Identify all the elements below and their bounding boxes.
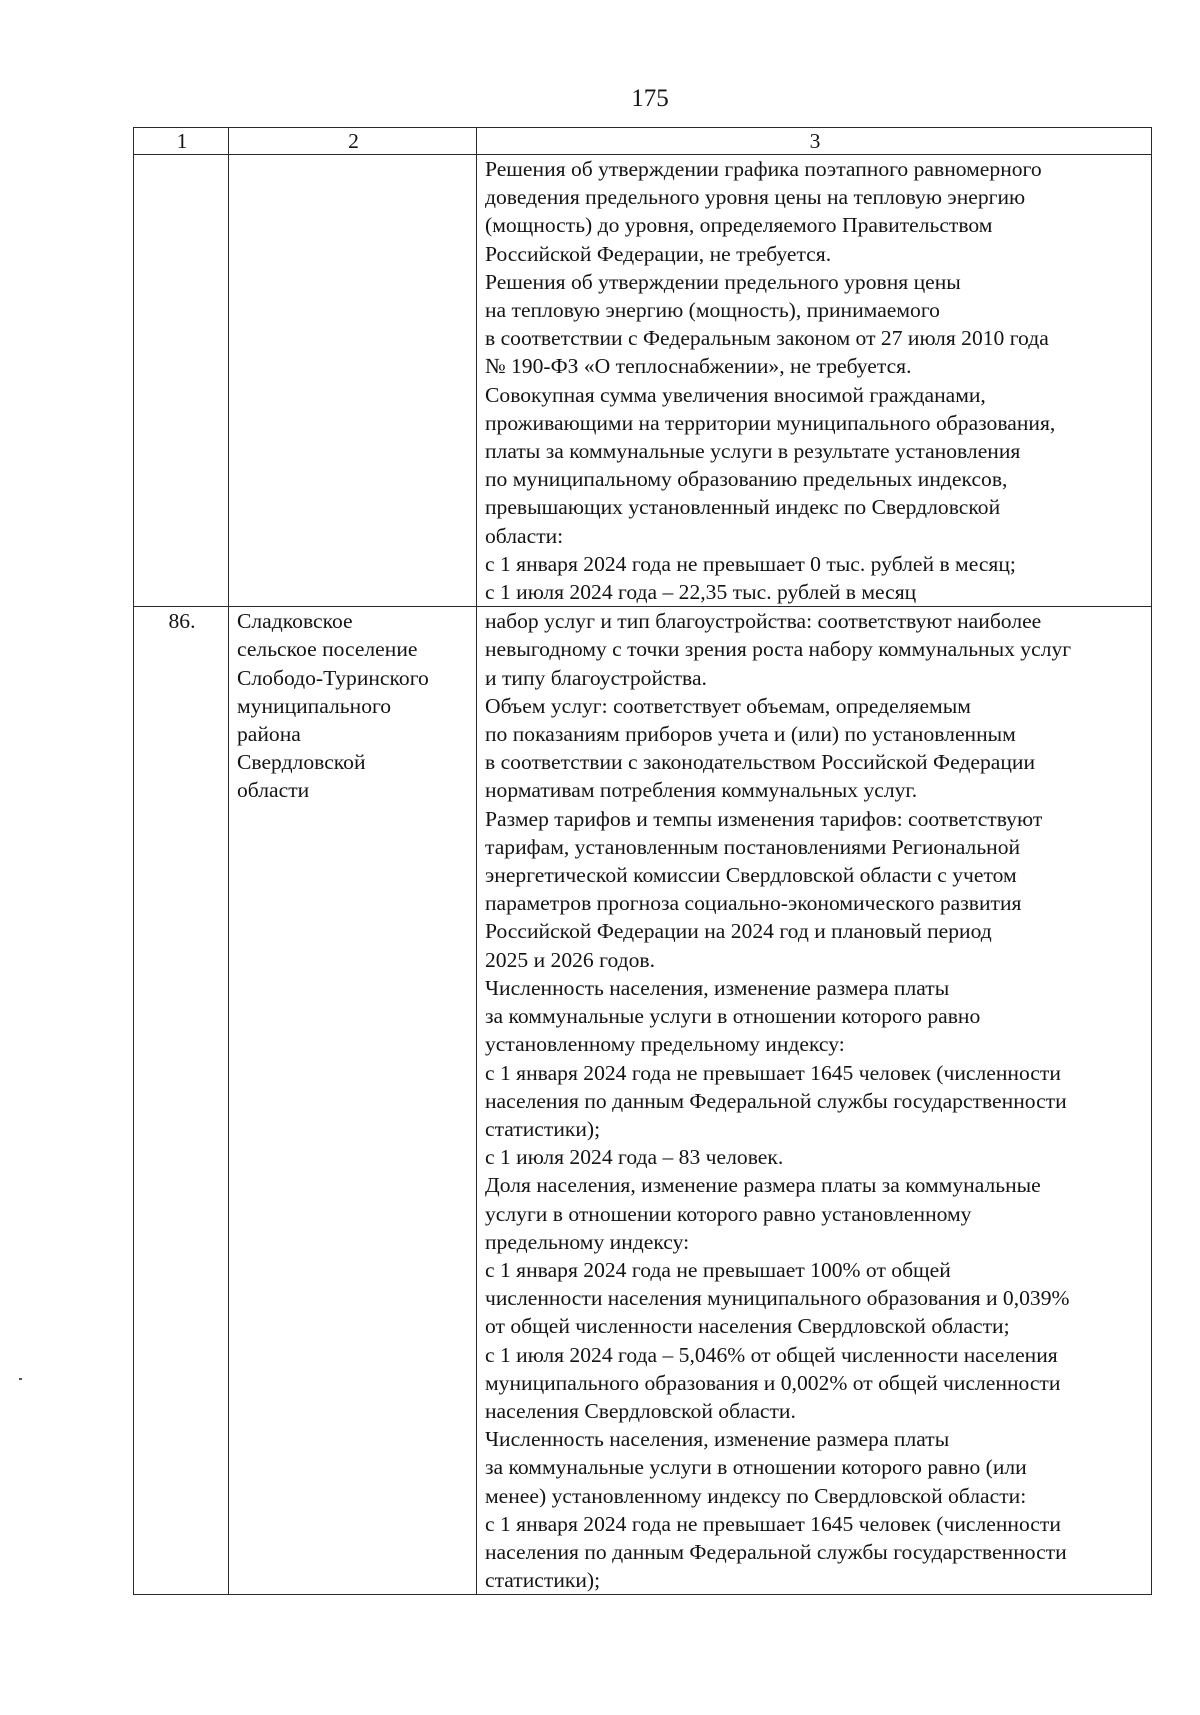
- text-line: Доля населения, изменение размера платы за коммунальные: [485, 1173, 1041, 1198]
- entity-cell: [229, 607, 477, 1595]
- text-line: Российской Федерации, не требуется.: [485, 241, 832, 266]
- document-table: [133, 127, 1152, 1595]
- text-line: проживающими на территории муниципального образования,: [485, 410, 1056, 435]
- text-line: Решения об утверждении предельного уровня цены: [485, 269, 961, 294]
- text-line: Размер тарифов и темпы изменения тарифов: соответствуют: [485, 806, 1043, 831]
- text-line: энергетической комиссии Свердловской области с учетом: [485, 863, 1017, 888]
- column-header-2: 2: [229, 128, 477, 155]
- text-line: по муниципальному образованию предельных индексов,: [485, 467, 1008, 492]
- text-line: с 1 января 2024 года не превышает 0 тыс. рублей в месяц;: [485, 551, 1016, 576]
- table-row-continuation: [134, 155, 1152, 607]
- text-line: населения по данным Федеральной службы государственности: [485, 1539, 1067, 1564]
- description-cell: [477, 607, 1152, 1595]
- text-line: по показаниям приборов учета и (или) по установленным: [485, 722, 1016, 747]
- text-line: численности населения муниципального образования и 0,039%: [485, 1286, 1070, 1311]
- text-line: Совокупная сумма увеличения вносимой гражданами,: [485, 382, 986, 407]
- text-line: с 1 июля 2024 года – 22,35 тыс. рублей в месяц: [485, 580, 917, 605]
- text-line: Российской Федерации на 2024 год и плановый период: [485, 919, 992, 944]
- text-line: области: [237, 778, 310, 803]
- text-line: Слободо-Туринского: [237, 665, 429, 690]
- text-line: № 190-ФЗ «О теплоснабжении», не требуется.: [485, 354, 912, 379]
- text-line: превышающих установленный индекс по Свердловской: [485, 495, 1001, 520]
- column-header-1: 1: [134, 128, 229, 155]
- text-line: услуги в отношении которого равно установленному: [485, 1201, 972, 1226]
- text-line: тарифам, установленным постановлениями Региональной: [485, 834, 1021, 859]
- text-line: с 1 января 2024 года не превышает 100% от общей: [485, 1257, 951, 1282]
- text-line: с 1 января 2024 года не превышает 1645 человек (численности: [485, 1511, 1061, 1536]
- description-cell: [477, 155, 1152, 607]
- text-line: муниципального: [237, 693, 392, 718]
- text-line: с 1 июля 2024 года – 83 человек.: [485, 1145, 784, 1170]
- column-header-3: 3: [477, 128, 1152, 155]
- text-line: и типу благоустройства.: [485, 665, 707, 690]
- text-line: Сладковское: [237, 609, 353, 634]
- text-line: доведения предельного уровня цены на тепловую энергию: [485, 185, 1026, 210]
- text-line: от общей численности населения Свердловской области;: [485, 1314, 1010, 1339]
- text-line: муниципального образования и 0,002% от общей численности: [485, 1370, 1061, 1395]
- text-line: установленному предельному индексу:: [485, 1032, 845, 1057]
- scan-speck: [19, 1378, 22, 1380]
- text-line: с 1 января 2024 года не превышает 1645 человек (численности: [485, 1060, 1061, 1085]
- entity-cell: [229, 155, 477, 607]
- text-line: (мощность) до уровня, определяемого Правительством: [485, 213, 993, 238]
- row-number-cell: 86.: [134, 607, 229, 1595]
- text-line: Численность населения, изменение размера платы: [485, 1427, 950, 1452]
- text-line: параметров прогноза социально-экономического развития: [485, 891, 1022, 916]
- text-line: сельское поселение: [237, 637, 418, 662]
- text-line: Свердловской: [237, 750, 366, 775]
- text-line: в соответствии с законодательством Российской Федерации: [485, 750, 1035, 775]
- text-line: района: [237, 722, 301, 747]
- text-line: в соответствии с Федеральным законом от 27 июля 2010 года: [485, 326, 1049, 351]
- text-line: за коммунальные услуги в отношении которого равно (или: [485, 1455, 1027, 1480]
- page-number: 175: [631, 85, 669, 112]
- text-line: Решения об утверждении графика поэтапного равномерного: [485, 157, 1042, 181]
- text-line: с 1 июля 2024 года – 5,046% от общей численности населения: [485, 1342, 1058, 1367]
- text-line: набор услуг и тип благоустройства: соответствуют наиболее: [485, 609, 1042, 634]
- text-line: Объем услуг: соответствует объемам, определяемым: [485, 693, 971, 718]
- table-header-row: [134, 128, 1152, 155]
- text-line: области:: [485, 523, 564, 548]
- text-line: статистики);: [485, 1568, 601, 1593]
- text-line: населения Свердловской области.: [485, 1398, 796, 1423]
- text-line: предельному индексу:: [485, 1229, 690, 1254]
- text-line: невыгодному с точки зрения роста набору коммунальных услуг: [485, 637, 1072, 662]
- text-line: на тепловую энергию (мощность), принимаемого: [485, 298, 940, 323]
- text-line: статистики);: [485, 1116, 601, 1141]
- text-line: за коммунальные услуги в отношении которого равно: [485, 1004, 981, 1029]
- text-line: платы за коммунальные услуги в результате установления: [485, 439, 1021, 464]
- text-line: 2025 и 2026 годов.: [485, 947, 655, 972]
- text-line: Численность населения, изменение размера платы: [485, 975, 950, 1000]
- text-line: нормативам потребления коммунальных услуг.: [485, 778, 918, 803]
- row-number-cell: [134, 155, 229, 607]
- text-line: менее) установленному индексу по Свердловской области:: [485, 1483, 1027, 1508]
- table-row-86: [134, 607, 1152, 1595]
- text-line: населения по данным Федеральной службы государственности: [485, 1088, 1067, 1113]
